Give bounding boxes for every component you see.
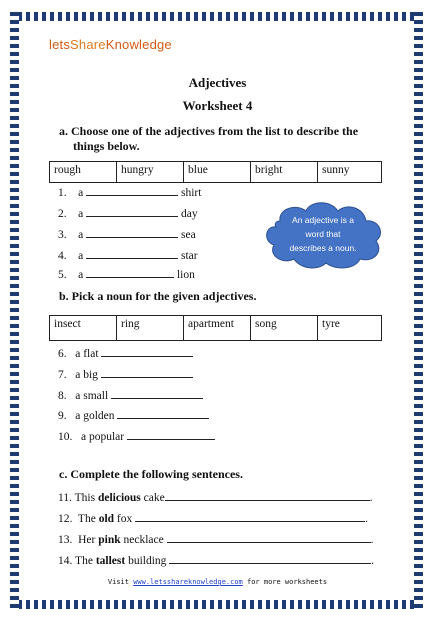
item-number: 2. [58,208,67,220]
footer-pre: Visit [107,578,129,586]
answer-blank[interactable] [86,248,178,259]
item-prefix: a popular [81,431,125,443]
item-number: 11. [58,492,72,504]
word-cell: bright [251,162,318,183]
item-prefix: a [78,229,84,241]
answer-blank[interactable] [86,227,178,238]
answer-blank[interactable] [86,267,174,278]
item-adjective: delicious [97,492,141,504]
answer-blank[interactable] [86,185,178,196]
answer-blank[interactable] [101,346,193,357]
item-prefix: Her [78,534,96,546]
word-cell: song [251,316,318,341]
sentence-item: 12. The old fox . [58,513,368,525]
answer-blank[interactable] [169,553,371,564]
word-cell: hungry [117,162,184,183]
sentence-item: 13. Her pink necklace . [58,534,374,546]
item-adjective: pink [98,534,121,546]
footer [0,578,435,586]
worksheet-subtitle: Worksheet 4 [182,98,253,113]
cloud-callout-text [268,213,378,255]
answer-blank[interactable] [167,532,371,543]
sentence-item: 11. This delicious cake . [58,492,373,504]
section-a-heading-line2: things below. [73,139,140,153]
item-adjective: old [98,513,115,525]
item-suffix: fox [116,513,133,525]
cloud-line: describes a noun. [289,243,357,253]
item-prefix: a [78,187,84,199]
answer-blank[interactable] [101,367,193,378]
item-suffix: building [128,555,167,567]
word-cell: insect [50,316,117,341]
word-cell: blue [184,162,251,183]
item-suffix: star [180,250,198,262]
item-number: 12. [58,513,73,525]
item-prefix: a flat [75,348,99,360]
item-number: 9. [58,410,67,422]
item-number: 6. [58,348,67,360]
answer-blank[interactable] [165,490,370,501]
word-cell: ring [117,316,184,341]
item-number: 8. [58,390,67,402]
answer-blank[interactable] [135,511,365,522]
footer-post: for more worksheets [247,578,328,586]
item-number: 1. [58,187,67,199]
footer-website-link[interactable]: www.letsshareknowledge.com [133,578,243,586]
item-prefix: The [77,513,96,525]
item-suffix: lion [176,269,195,281]
answer-blank[interactable] [86,206,178,217]
item-prefix: a golden [75,410,115,422]
exercise-item [58,367,193,381]
item-prefix: a [78,269,84,281]
item-number: 3. [58,229,67,241]
section-a-heading [59,124,358,154]
item-number: 13. [58,534,73,546]
noun-list-table [49,315,382,341]
exercise-item [58,408,209,422]
answer-blank[interactable] [127,429,215,440]
border-top [10,12,423,21]
logo-text-1: lets [49,37,71,52]
item-number: 10. [58,431,73,443]
site-logo [49,37,172,52]
item-prefix: a [78,208,84,220]
item-number: 14. [58,555,73,567]
logo-text-2: Share [70,37,106,52]
exercise-item [58,248,198,262]
item-suffix: necklace [123,534,164,546]
word-cell: tyre [318,316,382,341]
item-suffix: shirt [180,187,202,199]
item-suffix: sea [180,229,196,241]
item-number: 4. [58,250,67,262]
exercise-item [58,267,195,281]
exercise-item [58,206,198,220]
item-suffix: cake [143,492,165,504]
item-adjective: tallest [95,555,126,567]
item-prefix: a [78,250,84,262]
word-cell: rough [50,162,117,183]
exercise-item [58,185,201,199]
item-prefix: a big [75,369,98,381]
border-bottom [10,600,423,609]
item-prefix: a small [75,390,109,402]
item-prefix: The [75,555,93,567]
exercise-item [58,429,215,443]
item-prefix: This [74,492,96,504]
word-cell: apartment [184,316,251,341]
item-number: 5. [58,269,67,281]
sentence-item: 14. The tallest building . [58,555,375,567]
item-number: 7. [58,369,67,381]
cloud-line: An adjective is a [292,215,354,225]
adjective-list-table [49,161,382,183]
section-a-heading-line1: a. Choose one of the adjectives from the list to describe the [59,124,359,138]
section-c-heading: c. Complete the following sentences. [59,467,243,481]
item-suffix: day [180,208,198,220]
exercise-item [58,388,203,402]
word-cell: sunny [318,162,382,183]
worksheet-title: Adjectives [188,75,247,90]
cloud-line: word that [305,229,341,239]
exercise-item [58,227,196,241]
logo-text-3: Knowledge [105,37,172,52]
answer-blank[interactable] [111,388,203,399]
answer-blank[interactable] [117,408,209,419]
section-b-heading: b. Pick a noun for the given adjectives. [59,289,257,303]
exercise-item [58,346,193,360]
